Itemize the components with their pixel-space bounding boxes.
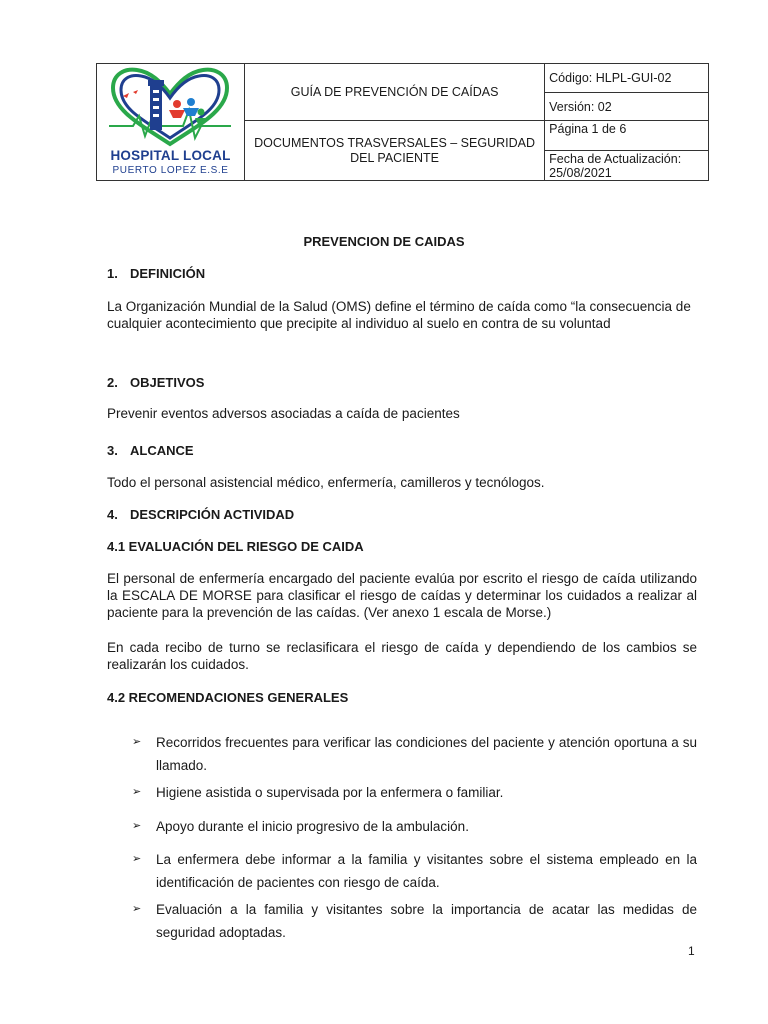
version-cell (545, 93, 709, 121)
document-title: DOCUMENTOS TRASVERSALES – SEGURIDAD DEL PACIENTE (254, 135, 535, 165)
page-number: 1 (688, 944, 695, 958)
section-number: 1. (107, 266, 118, 281)
list-item-text: Higiene asistida o supervisada por la enfermera o familiar. (156, 785, 504, 800)
document-header-table (96, 63, 709, 181)
list-item (132, 848, 697, 894)
section-heading-definicion (107, 266, 205, 281)
update-date: Fecha de Actualización: 25/08/2021 (549, 151, 682, 180)
document-code: Código: HLPL-GUI-02 (549, 71, 672, 85)
list-item (132, 781, 697, 804)
evaluacion-paragraph-2: En cada recibo de turno se reclasificara el riesgo de caída y dependiendo de los cambios se realizarán los cuidados. (107, 640, 697, 672)
section-heading-objetivos (107, 375, 204, 390)
hospital-logo-icon (103, 66, 238, 150)
list-item-text: Apoyo durante el inicio progresivo de la ambulación. (156, 819, 469, 834)
guide-title: GUÍA DE PREVENCIÓN DE CAÍDAS (290, 84, 499, 99)
arrowhead-bullet-icon: ➢ (132, 903, 142, 915)
alcance-paragraph: Todo el personal asistencial médico, enfermería, camilleros y tecnólogos. (107, 475, 545, 490)
page-title: PREVENCION DE CAIDAS (303, 234, 465, 249)
list-item (132, 815, 697, 838)
update-date-cell (545, 151, 709, 181)
guide-title-cell (245, 64, 545, 121)
logo-cell (97, 64, 245, 181)
document-title-cell (245, 121, 545, 181)
subsection-heading-recomendaciones: 4.2 RECOMENDACIONES GENERALES (107, 690, 349, 705)
subsection-heading-evaluacion: 4.1 EVALUACIÓN DEL RIESGO DE CAIDA (107, 539, 364, 554)
document-page: Página 1 de 6 (549, 122, 627, 136)
section-title: DESCRIPCIÓN ACTIVIDAD (130, 507, 295, 522)
list-item (132, 731, 697, 777)
evaluacion-paragraph-1: El personal de enfermería encargado del paciente evalúa por escrito el riesgo de caída utilizando la ESCALA DE MORSE para clasificar el riesgo de caídas y determinar los cuidados a realizar al paciente para la prevención de las caídas. (Ver anexo 1 escala de Morse.) (107, 571, 697, 620)
section-title: DEFINICIÓN (130, 266, 206, 281)
arrowhead-bullet-icon: ➢ (132, 853, 142, 865)
page-cell (545, 121, 709, 151)
list-item-text: Recorridos frecuentes para verificar las condiciones del paciente y atención oportuna a su llamado. (156, 735, 697, 773)
arrowhead-bullet-icon: ➢ (132, 820, 142, 832)
section-heading-alcance (107, 443, 194, 458)
list-item-text: Evaluación a la familia y visitantes sobre la importancia de acatar las medidas de seguridad adoptadas. (156, 902, 697, 940)
hospital-logo-name: HOSPITAL LOCAL (110, 148, 231, 163)
section-title: OBJETIVOS (130, 375, 205, 390)
section-number: 3. (107, 443, 118, 458)
arrowhead-bullet-icon: ➢ (132, 786, 142, 798)
document-version: Versión: 02 (549, 99, 612, 114)
section-heading-descripcion (107, 507, 294, 522)
objetivos-paragraph: Prevenir eventos adversos asociadas a caída de pacientes (107, 406, 460, 421)
hospital-logo-subtitle: PUERTO LOPEZ E.S.E (112, 165, 229, 176)
list-item (132, 898, 697, 944)
arrowhead-bullet-icon: ➢ (132, 736, 142, 748)
section-title: ALCANCE (130, 443, 194, 458)
code-cell (545, 64, 709, 93)
list-item-text: La enfermera debe informar a la familia y visitantes sobre el sistema empleado en la identificación de pacientes con riesgo de caída. (156, 852, 697, 890)
section-number: 2. (107, 375, 118, 390)
section-number: 4. (107, 507, 118, 522)
definicion-paragraph: La Organización Mundial de la Salud (OMS) define el término de caída como “la consecuencia de cualquier acontecimiento que precipite al individuo al suelo en contra de su voluntad (107, 299, 691, 331)
